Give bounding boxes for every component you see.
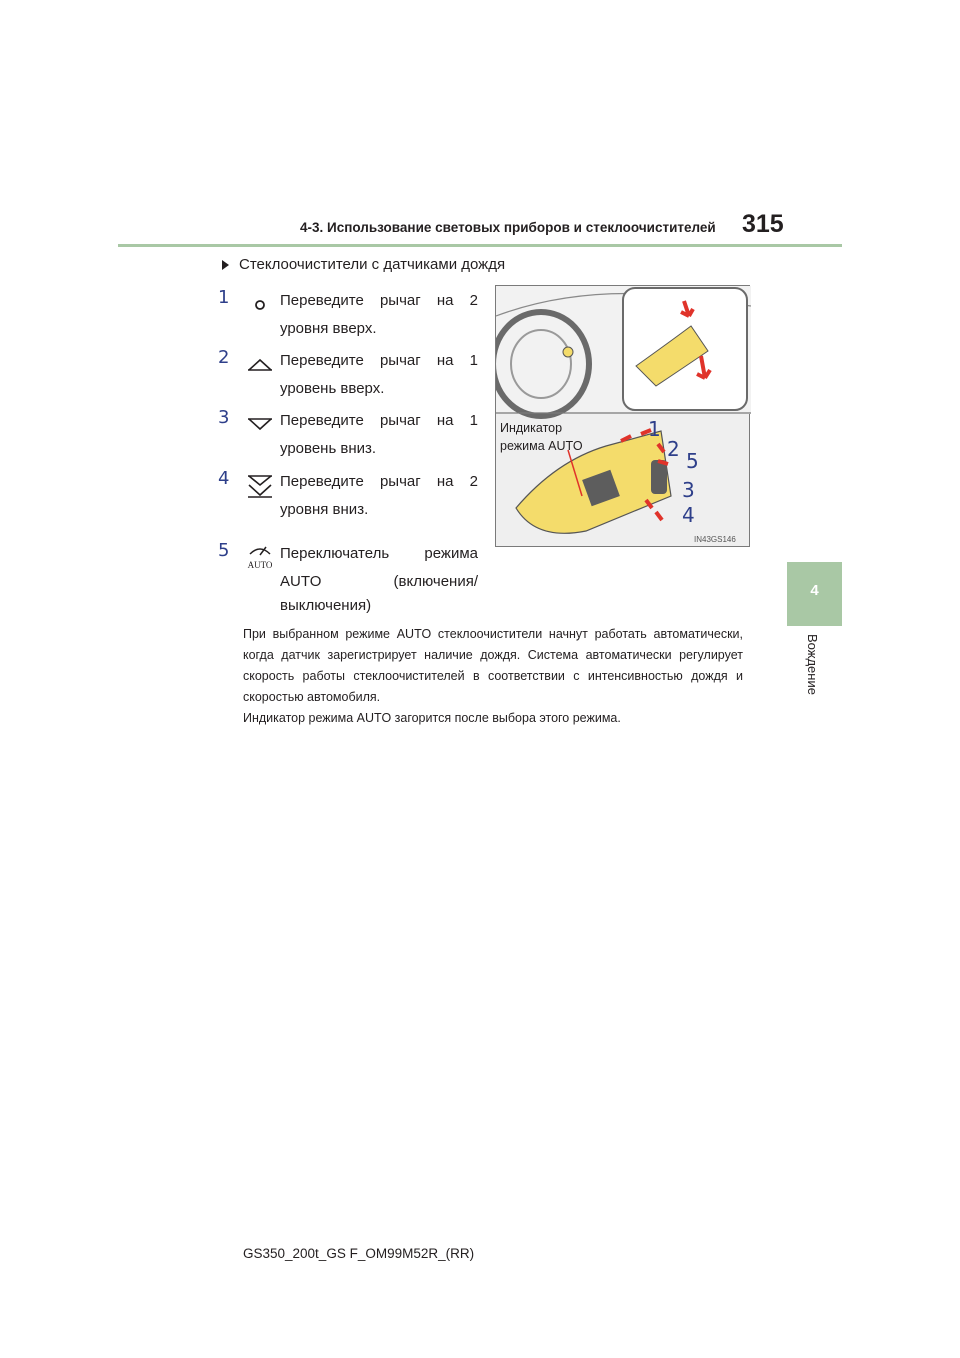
chevron-up-icon [242, 349, 278, 379]
document-code: GS350_200t_GS F_OM99M52R_(RR) [243, 1246, 475, 1261]
item-line: уровня вниз. [280, 501, 369, 518]
item-number: 4 [218, 468, 230, 489]
chapter-label: Вождение [805, 634, 820, 695]
double-chevron-down-icon [242, 470, 278, 500]
item-line: Переведите рычаг на 2 [280, 473, 478, 490]
body-paragraph: Индикатор режима AUTO загорится после выбора этого режима. [243, 711, 621, 725]
figure-label: 1 [648, 417, 661, 441]
bullet-triangle-icon [222, 260, 229, 270]
section-heading [222, 256, 505, 273]
callout-line: Индикатор [500, 421, 563, 435]
item-line: выключения) [280, 597, 372, 614]
wiper-auto-icon [242, 542, 278, 572]
item-number: 3 [218, 407, 230, 428]
header-divider [118, 244, 842, 247]
item-number: 5 [218, 540, 230, 561]
chevron-down-icon [242, 409, 278, 439]
figure-label: 2 [667, 437, 680, 461]
chapter-number: 4 [810, 582, 819, 599]
page-number: 315 [742, 210, 784, 238]
section-heading-text: Стеклоочистители с датчиками дождя [239, 256, 506, 273]
item-line: Переключатель режима [280, 545, 478, 562]
auto-icon-text: AUTO [247, 560, 273, 570]
item-line: AUTO (включения/ [280, 573, 478, 590]
item-line: уровня вверх. [280, 320, 377, 337]
item-line: Переведите рычаг на 2 [280, 292, 478, 309]
item-line: Переведите рычаг на 1 [280, 412, 478, 429]
figure-label: 3 [682, 478, 695, 502]
wiper-lever-figure [495, 285, 750, 547]
chapter-tab [787, 562, 842, 626]
item-number: 1 [218, 287, 230, 308]
body-paragraph: При выбранном режиме AUTO стеклоочистители начнут работать автоматически, когда датчик зарегистрирует наличие дождя. Система автоматически регулирует скорость работы стеклоочистителей в соответствии с интенсивностью дождя и скоростью автомобиля. [243, 627, 743, 704]
item-line: уровень вверх. [280, 380, 385, 397]
item-number: 2 [218, 347, 230, 368]
chapter-label-wrap [802, 634, 822, 704]
wiper-circle-icon [242, 289, 278, 319]
figure-label: 5 [686, 449, 699, 473]
item-line: уровень вниз. [280, 440, 377, 457]
figure-label: 4 [682, 503, 695, 527]
wiper-lever-illustration [496, 286, 751, 548]
callout-line: режима AUTO [500, 439, 583, 453]
figure-code: IN43GS146 [694, 535, 736, 544]
item-line: Переведите рычаг на 1 [280, 352, 478, 369]
section-title: 4-3. Использование световых приборов и стеклоочистителей [300, 220, 716, 235]
